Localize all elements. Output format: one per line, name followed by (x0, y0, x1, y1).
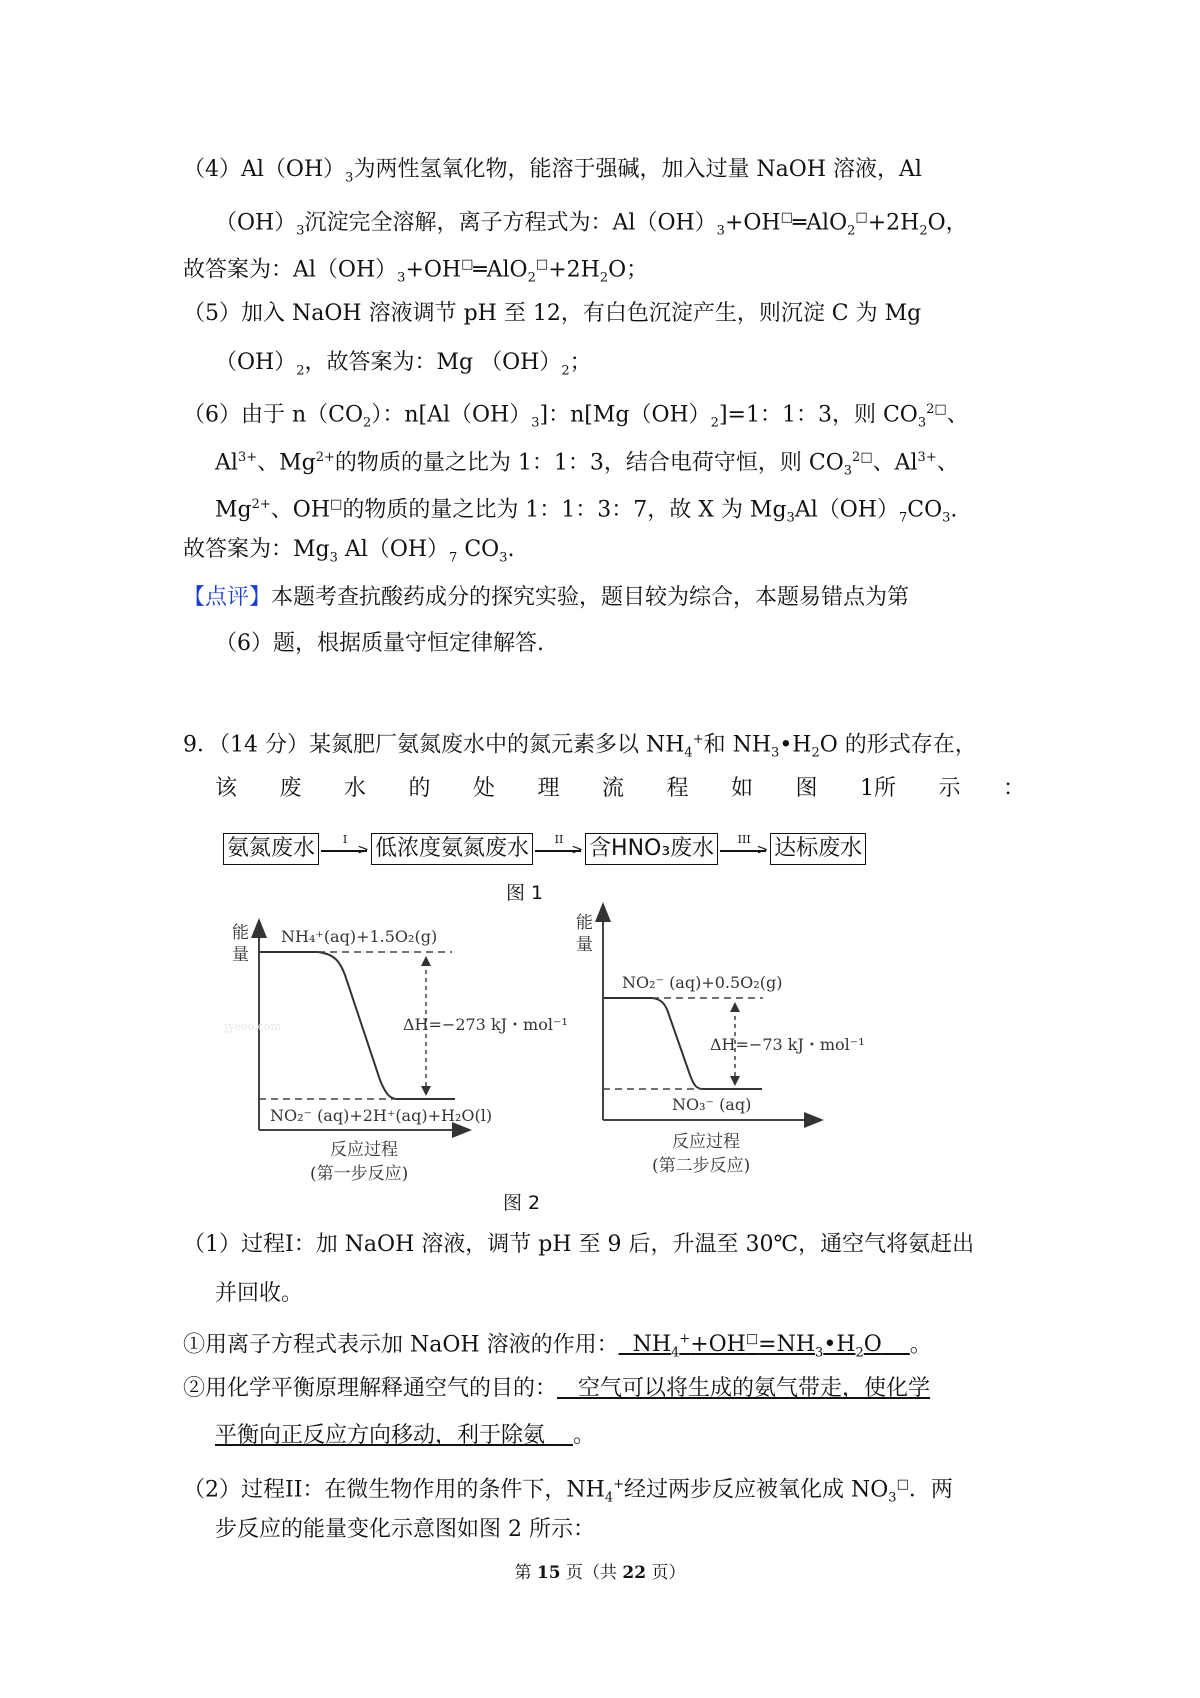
text: 本题考查抗酸药成分的探究实验，题目较为综合，本题易错点为第 (271, 585, 910, 610)
text: •H (823, 1332, 856, 1358)
arrow-down-icon (730, 1076, 740, 1086)
part6-answer (183, 535, 514, 573)
part6-line3 (215, 490, 957, 534)
step-label: (第二步反应) (652, 1156, 751, 1176)
subscript: 3 (499, 550, 508, 566)
x-axis-label: 反应过程 (672, 1132, 740, 1152)
superscript: □ (535, 257, 549, 272)
arrow-down-icon (421, 1086, 431, 1096)
text: O； (608, 257, 649, 283)
text: 经过两步反应被氧化成 NO (624, 1477, 889, 1503)
flow-box: 含HNO₃废水 (585, 833, 718, 865)
energy-diagram-step2 (576, 906, 865, 1176)
flow-box: 达标废水 (770, 833, 866, 865)
text: 故答案为：Al（OH） (183, 257, 398, 283)
product-label: NO₃⁻ (aq) (672, 1095, 752, 1114)
q9-line1 (183, 725, 977, 769)
subscript: 3 (888, 1490, 897, 1506)
part4-answer (183, 250, 648, 294)
text: =NH (758, 1332, 816, 1358)
subscript: 2 (847, 223, 856, 239)
part4-line2 (215, 203, 968, 247)
delta-h-label: ΔH=−273 kJ・mol⁻¹ (403, 1015, 568, 1034)
page-number: 15 (536, 1563, 561, 1583)
subscript: 3 (296, 223, 305, 239)
text: ②用化学平衡原理解释通空气的目的： (183, 1376, 558, 1401)
text-char: 处 (473, 776, 496, 801)
subscript: 2 (296, 363, 305, 379)
text: Al (215, 450, 238, 476)
subscript: 2 (363, 415, 372, 431)
text: 空气可以将生成的氨气带走，使化学 (578, 1376, 931, 1401)
text: 。 (909, 1332, 932, 1358)
text: ．两 (908, 1477, 953, 1503)
text: ]：n[Mg（OH） (539, 402, 711, 428)
text: 、 (936, 450, 959, 476)
reactant-label: NO₂⁻ (aq)+0.5O₂(g) (622, 973, 783, 992)
arrow-up-icon (730, 1002, 740, 1012)
text-char: 图 (795, 776, 818, 801)
text-char: ： (1002, 776, 1025, 801)
flow-arrow (718, 834, 770, 864)
reactant-label: NH₄⁺(aq)+1.5O₂(g) (281, 927, 438, 946)
subscript: 3 (329, 550, 338, 566)
text: 页（共 (560, 1563, 623, 1583)
x-axis-label: 反应过程 (330, 1140, 398, 1160)
subscript: 4 (684, 745, 693, 761)
arrow-head-icon: > (357, 842, 370, 858)
text-char: 水 (344, 776, 367, 801)
text-char: 流 (602, 776, 625, 801)
subscript: 2 (561, 363, 570, 379)
text: 、Mg (257, 450, 316, 476)
step-label: II (554, 833, 564, 846)
text-char: 废 (279, 776, 302, 801)
figure1-flow (223, 833, 866, 865)
q9-line2 (215, 774, 1025, 804)
energy-diagram-step1 (223, 922, 568, 1184)
subscript: 3 (716, 223, 725, 239)
text-char: 的 (408, 776, 431, 801)
y-axis-label: 能 (576, 913, 593, 933)
text: （6）题，根据质量守恒定律解答. (215, 631, 544, 656)
text: （OH） (215, 210, 297, 236)
text: Al（OH） (794, 497, 899, 523)
text: Al（OH） (337, 537, 450, 562)
subscript: 2 (919, 223, 928, 239)
y-axis-label: 能 (232, 923, 249, 943)
q9-1-sub1 (183, 1325, 932, 1369)
text: O 的形式存在， (819, 732, 977, 758)
text: ═AlO (473, 257, 528, 283)
superscript: □ (896, 1477, 909, 1492)
text: ①用离子方程式表示加 NaOH 溶液的作用： (183, 1332, 619, 1358)
flow-box: 低浓度氨氮废水 (371, 833, 533, 865)
part6-line1 (183, 395, 969, 439)
text: ； (569, 350, 592, 375)
subscript: 3 (345, 170, 354, 186)
subscript: 4 (604, 1490, 614, 1506)
text: 和 NH (703, 732, 772, 758)
text-char: 如 (731, 776, 754, 801)
step-label: (第一步反应) (310, 1164, 409, 1184)
superscript: 3+ (917, 450, 937, 465)
text: Mg (215, 497, 252, 523)
subscript: 2 (855, 1345, 864, 1361)
text-char: 该 (215, 776, 238, 801)
text: . (950, 497, 958, 523)
comment-line1 (183, 583, 909, 613)
y-axis-label: 量 (576, 935, 593, 955)
step-label: I (342, 833, 348, 846)
figure2-caption: 图 2 (503, 1192, 541, 1214)
text: CO (907, 497, 943, 523)
text: 沉淀完全溶解，离子方程式为：Al（OH） (304, 210, 717, 236)
subscript: 3 (843, 463, 853, 479)
text: +OH (724, 210, 781, 236)
superscript: 2□ (926, 402, 947, 417)
answer-blank (215, 1423, 573, 1448)
text: +OH (405, 257, 462, 283)
product-label: NO₂⁻ (aq)+2H⁺(aq)+H₂O(l) (270, 1106, 493, 1125)
flow-arrow (533, 834, 585, 864)
superscript: 2+ (251, 497, 271, 512)
flow-box: 氨氮废水 (223, 833, 319, 865)
watermark: jyeoo.com (225, 1020, 281, 1033)
subscript: 3 (917, 415, 927, 431)
superscript: + (679, 1332, 691, 1347)
text: . (507, 537, 515, 562)
text: CO (457, 537, 500, 562)
text: （5）加入 NaOH 溶液调节 pH 至 12，有白色沉淀产生，则沉淀 C 为 Mg (183, 301, 922, 326)
text: 步反应的能量变化示意图如图 2 所示： (215, 1517, 595, 1542)
text: （1）过程I：加 NaOH 溶液，调节 pH 至 9 后，升温至 30℃，通空气将氨赶出 (183, 1232, 975, 1257)
superscript: □ (461, 257, 474, 272)
text: 、Al (872, 450, 918, 476)
text: 故答案为：Mg (183, 537, 330, 562)
text: （4）Al（OH） (183, 157, 346, 182)
text: ，故答案为：Mg （OH） (304, 350, 562, 375)
subscript: 2 (811, 745, 820, 761)
superscript: 2□ (852, 450, 873, 465)
text: ═AlO (792, 210, 848, 236)
text-char: 理 (537, 776, 560, 801)
figure2 (0, 900, 1200, 1185)
q9-1-line1 (183, 1230, 974, 1260)
answer-blank (557, 1376, 930, 1401)
subscript: 3 (815, 1345, 824, 1361)
subscript: 2 (599, 270, 609, 286)
y-axis-label: 量 (232, 945, 249, 965)
text: （2）过程II：在微生物作用的条件下，NH (183, 1477, 605, 1503)
step-label: III (737, 833, 751, 846)
answer-blank (619, 1332, 910, 1361)
part5-line1 (183, 299, 921, 329)
q9-2-line2 (215, 1515, 595, 1545)
text: 第 (514, 1563, 537, 1583)
text: 的物质的量之比为 1：1：3，结合电荷守恒，则 CO (334, 450, 844, 476)
subscript: 2 (527, 270, 536, 286)
text: +2H (867, 210, 920, 236)
text: ）：n[Al（OH） (371, 402, 532, 428)
q9-1-sub2-cont (215, 1421, 595, 1451)
text: 为两性氢氧化物，能溶于强碱，加入过量 NaOH 溶液，Al (353, 157, 922, 182)
subscript: 3 (397, 270, 406, 286)
subscript: 3 (771, 745, 780, 761)
q9-1-line2 (215, 1279, 303, 1309)
delta-h-label: ΔH=−73 kJ・mol⁻¹ (710, 1035, 865, 1054)
text: 的物质的量之比为 1：1：3：7，故 X 为 Mg (342, 497, 787, 523)
subscript: 4 (671, 1345, 680, 1361)
page-total: 22 (622, 1563, 647, 1583)
arrow-up-icon (421, 956, 431, 966)
subscript: 7 (449, 550, 458, 566)
comment-tag: 【点评】 (183, 585, 272, 610)
q9-1-sub2 (183, 1374, 930, 1404)
subscript: 3 (942, 510, 951, 526)
superscript: □ (780, 210, 793, 225)
arrow-head-icon: > (571, 842, 584, 858)
text: （6）由于 n（CO (183, 402, 364, 428)
text: 页） (646, 1563, 686, 1583)
text: O， (927, 210, 968, 236)
subscript: 2 (710, 415, 719, 431)
text: ]=1：1：3，则 CO (718, 402, 918, 428)
text: （OH） (215, 350, 297, 375)
text: 平衡向正反应方向移动，利于除氨 (215, 1423, 546, 1448)
superscript: □ (855, 210, 868, 225)
superscript: + (692, 732, 704, 747)
subscript: 3 (786, 510, 795, 526)
flow-arrow (319, 834, 371, 864)
text-char: 1所 (860, 776, 896, 801)
subscript: 3 (531, 415, 540, 431)
superscript: 2+ (315, 450, 335, 465)
text: •H (779, 732, 812, 758)
text: NH (632, 1332, 672, 1358)
comment-line2 (215, 629, 544, 659)
page-footer (0, 1558, 1200, 1583)
superscript: □ (330, 497, 343, 512)
text: +OH (690, 1332, 746, 1358)
part4-line1 (183, 155, 922, 193)
text-char: 程 (666, 776, 689, 801)
superscript: + (613, 1477, 625, 1492)
q9-2-line1 (183, 1470, 953, 1514)
text-char: 示 (938, 776, 961, 801)
superscript: □ (745, 1332, 759, 1347)
text: 。 (573, 1423, 596, 1448)
text: 9．（14 分）某氮肥厂氨氮废水中的氮元素多以 NH (183, 732, 685, 758)
text: O (863, 1332, 882, 1358)
arrow-head-icon: > (756, 842, 769, 858)
text: 、 (946, 402, 969, 428)
text: +2H (548, 257, 600, 283)
part5-line2 (215, 348, 592, 386)
figure1-caption: 图 1 (506, 882, 544, 904)
superscript: 3+ (237, 450, 258, 465)
text: 并回收。 (215, 1281, 304, 1306)
part6-line2 (215, 443, 959, 487)
subscript: 7 (898, 510, 908, 526)
text: 、OH (270, 497, 331, 523)
